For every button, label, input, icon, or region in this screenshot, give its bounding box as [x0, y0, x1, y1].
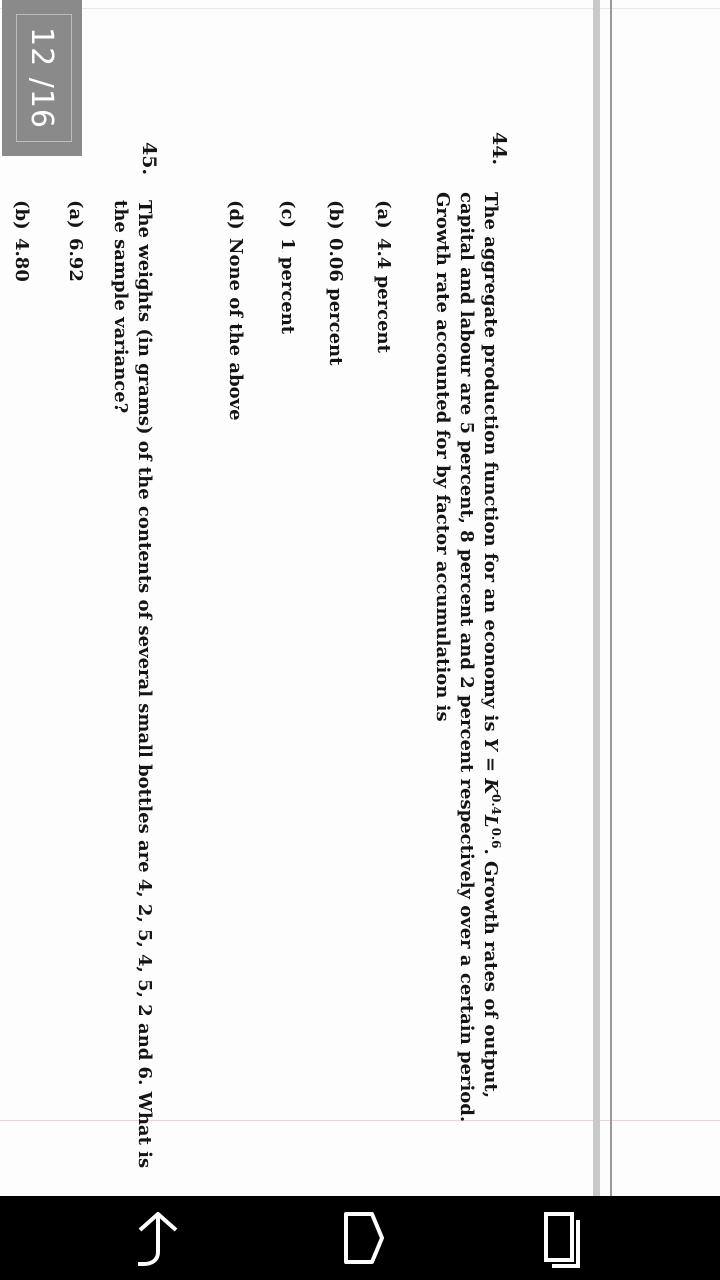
back-button[interactable]: [128, 1208, 188, 1268]
home-button[interactable]: [332, 1208, 392, 1268]
question-number: 44.: [488, 132, 510, 166]
option: [277, 200, 298, 334]
option: [325, 200, 346, 365]
option-label: (b): [325, 200, 346, 230]
option-text: None of the above: [225, 238, 246, 421]
option-label: (c): [277, 200, 298, 228]
option-text: 4.4 percent: [373, 238, 394, 353]
question-text: [430, 192, 508, 1152]
question-text-part: . Growth rates of output, capital and labour are 5 percent, 8 percent and 2 percent respectively over a certain period. Growth rate accounted for by factor accumulation is: [432, 192, 501, 1123]
option-label: (b): [11, 200, 32, 230]
option-label: (a): [65, 200, 86, 229]
option: [225, 200, 246, 421]
option: [373, 200, 394, 353]
option-text: 4.80: [11, 238, 32, 282]
question-number: 45.: [138, 142, 160, 176]
question-text: The weights (in grams) of the contents of several small bottles are 4, 2, 5, 4, 5, 2 and 6. What is the sample variance?: [110, 200, 155, 1169]
question-text-part: The aggregate production function for an economy is: [480, 192, 501, 738]
page-indicator-text: 12 /16: [24, 27, 60, 129]
page-indicator: [2, 0, 82, 156]
formula-exponent: 0.4: [489, 794, 503, 815]
formula-exponent: 0.6: [489, 827, 503, 849]
option: [65, 200, 86, 282]
option-label: (a): [373, 200, 394, 229]
navigation-bar: [0, 1196, 720, 1280]
option-text: 6.92: [65, 238, 86, 282]
recents-icon: [532, 1208, 588, 1268]
recents-button[interactable]: [530, 1208, 590, 1268]
back-icon: [130, 1208, 186, 1268]
formula-mid: L: [480, 814, 501, 828]
option-label: (d): [225, 200, 246, 230]
option-text: 0.06 percent: [325, 238, 346, 366]
option-text: 1 percent: [277, 238, 298, 335]
home-icon: [334, 1208, 390, 1268]
option: [11, 200, 32, 282]
formula-lhs: Y = K: [480, 737, 501, 795]
formula: [480, 738, 501, 849]
